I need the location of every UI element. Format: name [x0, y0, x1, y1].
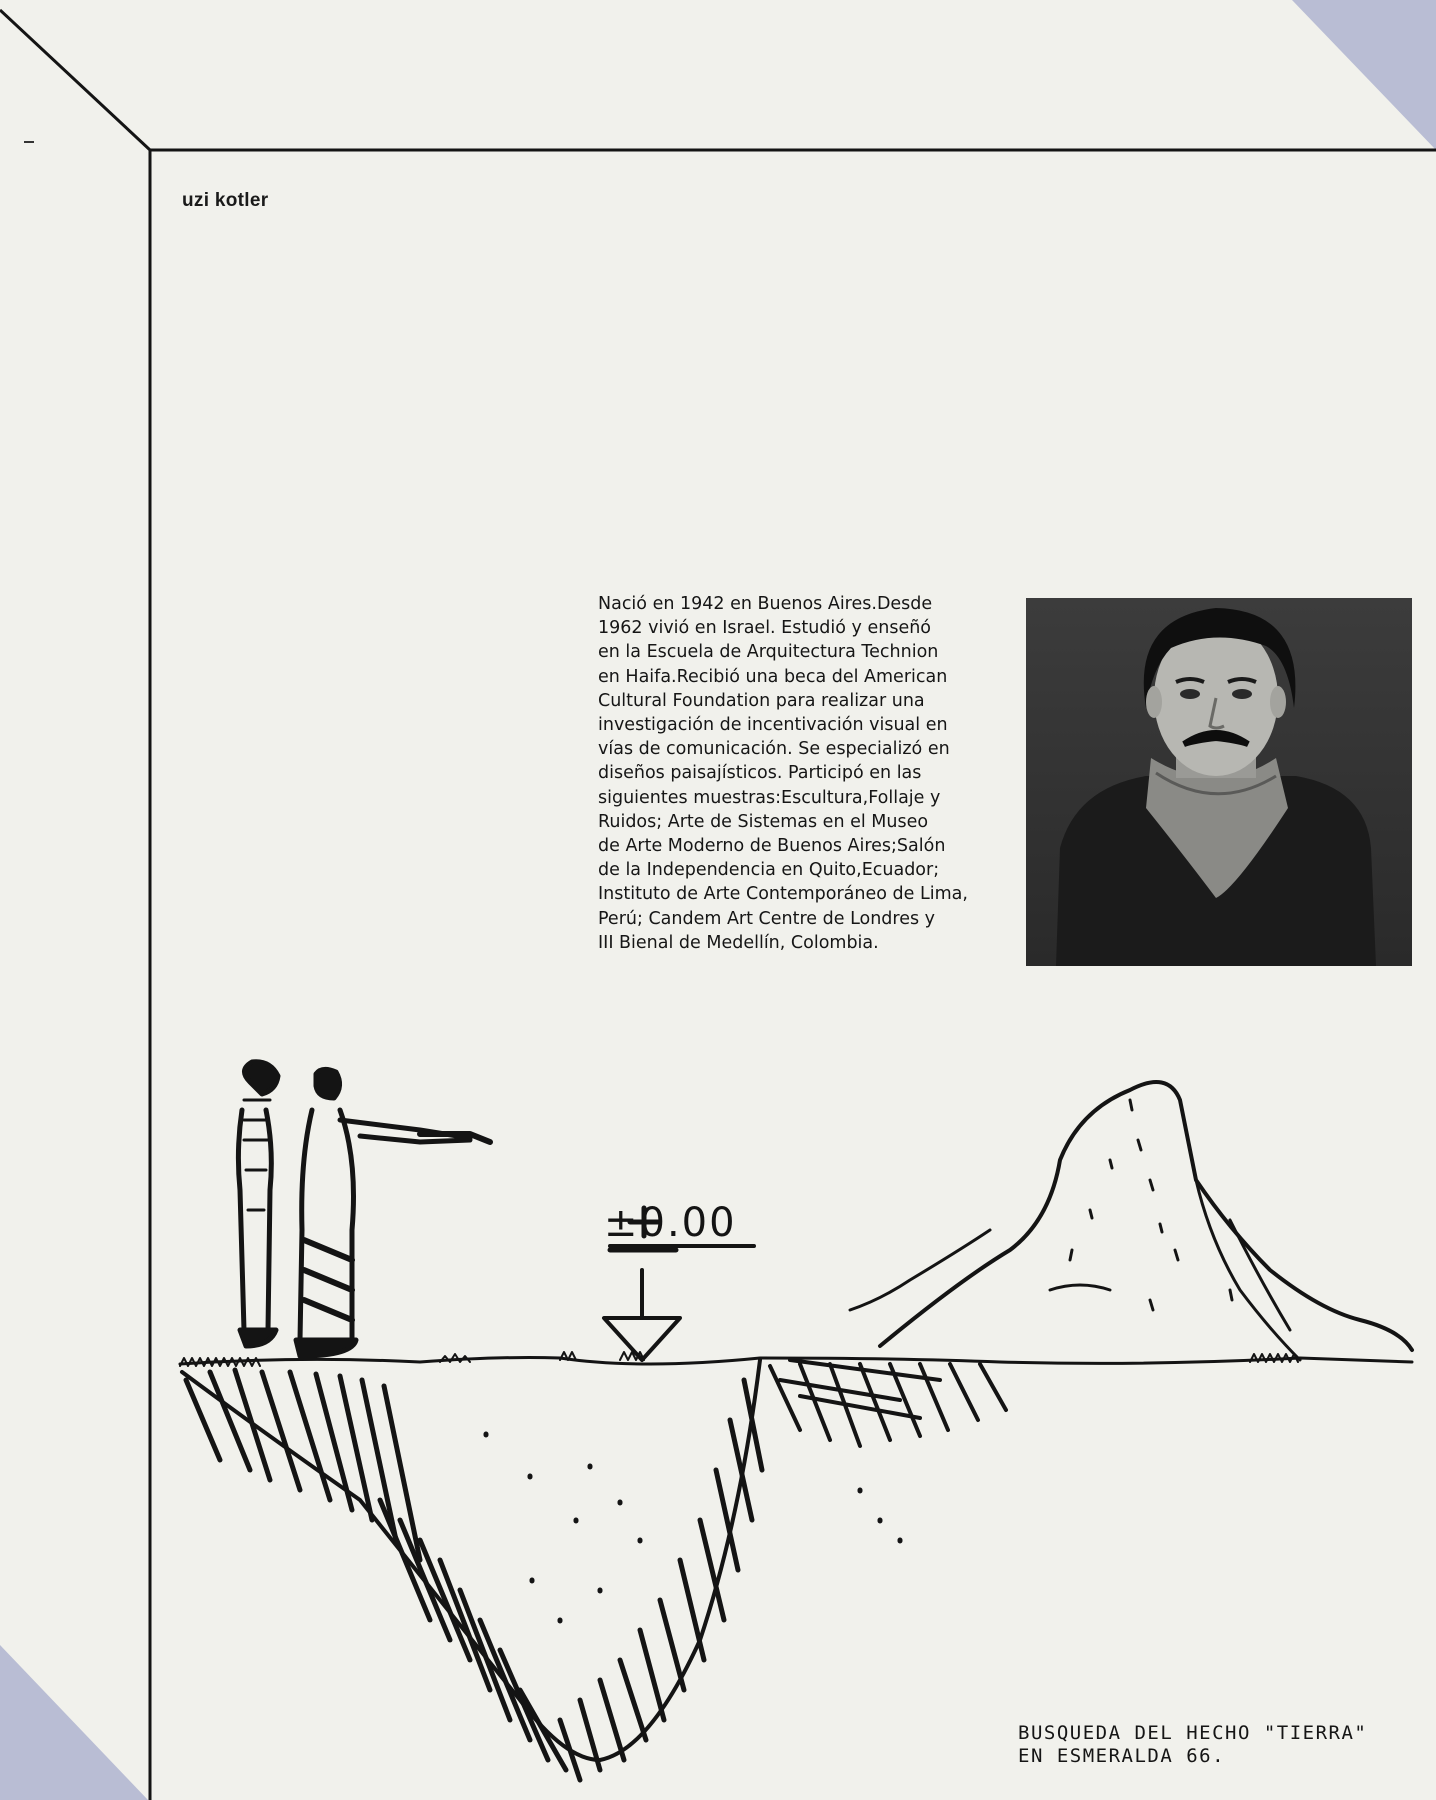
bio-line: en Haifa.Recibió una beca del American [598, 666, 948, 687]
bio-line: en la Escuela de Arquitectura Technion [598, 642, 939, 663]
bio-line: 1962 vivió en Israel. Estudió y enseñó [598, 618, 932, 639]
bio-line: diseños paisajísticos. Participó en las [598, 763, 922, 784]
bio-line: Perú; Candem Art Centre de Londres y [598, 908, 936, 929]
bio-line: siguientes muestras:Escultura,Follaje y [598, 787, 941, 808]
caption-line: EN ESMERALDA 66. [1018, 1745, 1226, 1767]
author-name: uzi kotler [182, 190, 269, 211]
bio-line: Nació en 1942 en Buenos Aires.Desde [598, 594, 933, 614]
level-label: ±0.00 [604, 1200, 737, 1246]
bio-line: investigación de incentivación visual en [598, 715, 948, 736]
bio-line: Ruidos; Arte de Sistemas en el Museo [598, 811, 929, 832]
bio-line: Instituto de Arte Contemporáneo de Lima, [598, 884, 968, 905]
bio-line: III Bienal de Medellín, Colombia. [598, 932, 879, 953]
bio-line: vías de comunicación. Se especializó en [598, 739, 950, 760]
sketch-caption [1018, 1722, 1367, 1768]
bio-line: de Arte Moderno de Buenos Aires;Salón [598, 836, 946, 857]
bio-line: de la Independencia en Quito,Ecuador; [598, 860, 940, 881]
bio-line: Cultural Foundation para realizar una [598, 690, 925, 711]
caption-line: BUSQUEDA DEL HECHO "TIERRA" [1018, 1722, 1368, 1744]
